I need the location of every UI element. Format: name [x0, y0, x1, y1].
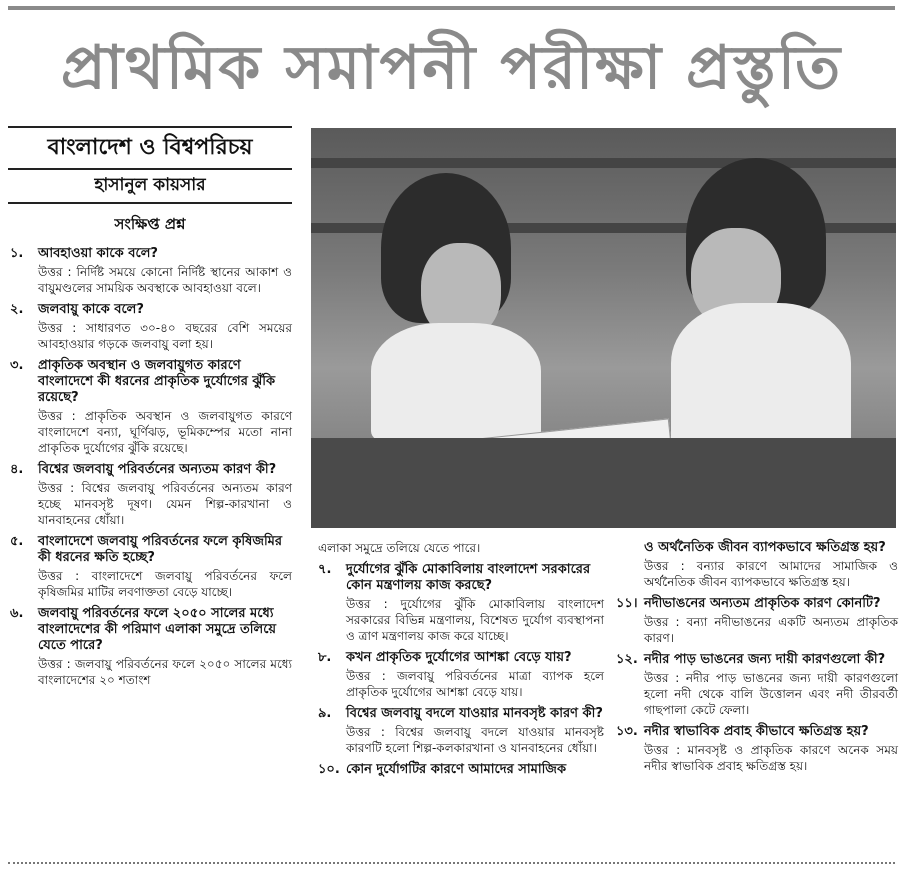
- answer: উত্তর : বাংলাদেশে জলবায়ু পরিবর্তনের ফলে কৃষিজমির মাটির লবণাক্ততা বেড়ে যাচ্ছে।: [38, 569, 292, 599]
- answer: উত্তর : নির্দিষ্ট সময়ে কোনো নির্দিষ্ট স্থানের আকাশ ও বায়ুমণ্ডলের সাময়িক অবস্থাকে আবহাওয়া বলে।: [38, 265, 292, 295]
- answer: উত্তর : জলবায়ু পরিবর্তনের ফলে ২০৫০ সালের মধ্যে বাংলাদেশের ২০ শতাংশ: [38, 657, 292, 687]
- question: বিশ্বের জলবায়ু বদলে যাওয়ার মানবসৃষ্ট কারণ কী?: [346, 706, 603, 721]
- question: জলবায়ু পরিবর্তনের ফলে ২০৫০ সালের মধ্যে বাংলাদেশের কী পরিমাণ এলাকা সমুদ্রে তলিয়ে যেতে পারে?: [38, 606, 277, 653]
- question: বাংলাদেশে জলবায়ু পরিবর্তনের ফলে কৃষিজমির কী ধরনের ক্ষতি হচ্ছে?: [38, 534, 283, 565]
- question-number: ৭.: [318, 562, 332, 577]
- question-number: ১০.: [318, 762, 340, 777]
- question-number: ১১।: [616, 596, 638, 611]
- question: কখন প্রাকৃতিক দুর্যোগের আশঙ্কা বেড়ে যায়?: [346, 650, 572, 665]
- qa-item: [318, 650, 604, 700]
- answer: উত্তর : বিশ্বের জলবায়ু বদলে যাওয়ার মানবসৃষ্ট কারণটি হলো শিল্প-কলকারখানা ও যানবাহনের ধোঁয়া।: [346, 725, 604, 755]
- question-number: ৩.: [10, 358, 24, 373]
- answer: উত্তর : প্রাকৃতিক অবস্থান ও জলবায়ুগত কারণে বাংলাদেশে বন্যা, ঘূর্ণিঝড়, ভূমিকম্পের মতো নানা প্রাকৃতিক দুর্যোগের ঝুঁকি রয়েছে।: [38, 409, 292, 455]
- section-heading: সংক্ষিপ্ত প্রশ্ন: [114, 215, 186, 233]
- question-number: ১৩.: [616, 724, 638, 739]
- bottom-rule: [8, 862, 895, 864]
- question-number: ১.: [10, 246, 24, 261]
- divider: [8, 202, 292, 204]
- qa-item: [616, 652, 898, 718]
- answer: উত্তর : নদীর পাড় ভাঙনের জন্য দায়ী কারণগুলো হলো নদী থেকে বালি উত্তোলন এবং নদী তীরবর্তী গাছপালা কেটে ফেলা।: [644, 671, 898, 717]
- answer: উত্তর : বন্যা নদীভাঙনের একটি অন্যতম প্রাকৃতিক কারণ।: [644, 615, 898, 645]
- question-number: ১২.: [616, 652, 638, 667]
- answer: উত্তর : সাধারণত ৩০-৪০ বছরের বেশি সময়ের আবহাওয়ার গড়কে জলবায়ু বলা হয়।: [38, 321, 292, 351]
- qa-item: [10, 606, 292, 688]
- continued-answer: উত্তর : বন্যার কারণে আমাদের সামাজিক ও অর্থনৈতিক জীবন ব্যাপকভাবে ক্ষতিগ্রস্ত হয়।: [644, 559, 898, 589]
- page-headline: প্রাথমিক সমাপনী পরীক্ষা প্রস্তুতি: [60, 33, 843, 103]
- subject-title: বাংলাদেশ ও বিশ্বপরিচয়: [47, 135, 253, 160]
- column-1: [10, 246, 292, 694]
- question: দুর্যোগের ঝুঁকি মোকাবিলায় বাংলাদেশ সরকারের কোন মন্ত্রণালয় কাজ করছে?: [346, 562, 591, 593]
- continued-answer: এলাকা সমুদ্রে তলিয়ে যেতে পারে।: [318, 541, 481, 555]
- qa-item: [616, 724, 898, 774]
- question: নদীভাঙনের অন্যতম প্রাকৃতিক কারণ কোনটি?: [644, 596, 881, 611]
- answer: উত্তর : দুর্যোগের ঝুঁকি মোকাবিলায় বাংলাদেশ সরকারের বিভিন্ন মন্ত্রণালয়, বিশেষত দুর্যোগ ব্যবস্থাপনা ও ত্রাণ মন্ত্রণালয় কাজ করে যাচ্ছে।: [346, 597, 604, 643]
- author-byline: হাসানুল কায়সার: [94, 175, 206, 195]
- column-3: [616, 540, 898, 780]
- qa-item: [10, 302, 292, 352]
- question-number: ২.: [10, 302, 24, 317]
- question-number: ৫.: [10, 534, 24, 549]
- top-rule: [8, 6, 895, 10]
- students-reading-photo: [311, 128, 896, 528]
- question: জলবায়ু কাকে বলে?: [38, 302, 144, 317]
- qa-item: [10, 462, 292, 528]
- column-2: [318, 540, 604, 786]
- question-number: ৮.: [318, 650, 332, 665]
- qa-item: [10, 534, 292, 600]
- qa-item: [318, 706, 604, 756]
- answer: উত্তর : বিশ্বের জলবায়ু পরিবর্তনের অন্যতম কারণ হচ্ছে মানবসৃষ্ট দূষণ। যেমন শিল্প-কারখানা ও যানবাহনের ধোঁয়া।: [38, 481, 292, 527]
- question: প্রাকৃতিক অবস্থান ও জলবায়ুগত কারণে বাংলাদেশে কী ধরনের প্রাকৃতিক দুর্যোগের ঝুঁকি রয়েছে?: [38, 358, 276, 405]
- continued-question: ও অর্থনৈতিক জীবন ব্যাপকভাবে ক্ষতিগ্রস্ত হয়?: [644, 540, 886, 555]
- qa-item: [10, 246, 292, 296]
- qa-item: [10, 358, 292, 456]
- question: নদীর স্বাভাবিক প্রবাহ কীভাবে ক্ষতিগ্রস্ত হয়?: [644, 724, 869, 739]
- question: নদীর পাড় ভাঙনের জন্য দায়ী কারণগুলো কী?: [644, 652, 886, 667]
- question: বিশ্বের জলবায়ু পরিবর্তনের অন্যতম কারণ কী?: [38, 462, 277, 477]
- question-number: ৯.: [318, 706, 332, 721]
- qa-item: [318, 562, 604, 644]
- question: আবহাওয়া কাকে বলে?: [38, 246, 158, 261]
- answer: উত্তর : মানবসৃষ্ট ও প্রাকৃতিক কারণে অনেক সময় নদীর স্বাভাবিক প্রবাহ ক্ষতিগ্রস্ত হয়।: [644, 743, 898, 773]
- question-number: ৬.: [10, 606, 24, 621]
- answer: উত্তর : জলবায়ু পরিবর্তনের মাত্রা ব্যাপক হলে প্রাকৃতিক দুর্যোগের আশঙ্কা বেড়ে যায়।: [346, 669, 604, 699]
- question-number: ৪.: [10, 462, 24, 477]
- question: কোন দুর্যোগটির কারণে আমাদের সামাজিক: [346, 762, 567, 777]
- qa-item: [616, 596, 898, 646]
- qa-item: [318, 762, 604, 780]
